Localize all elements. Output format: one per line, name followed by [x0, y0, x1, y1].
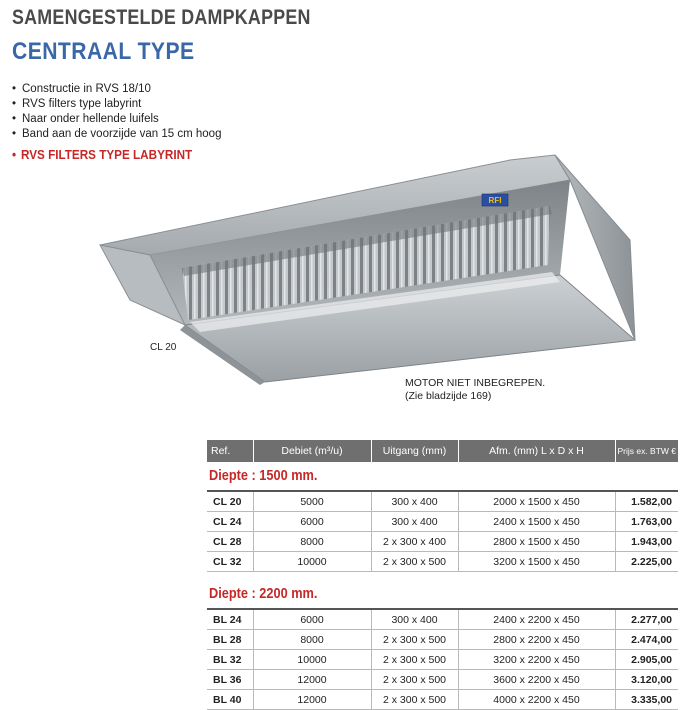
cell-ref: BL 36	[207, 670, 253, 690]
table-row	[207, 650, 678, 670]
cell-afm: 2400 x 2200 x 450	[458, 609, 615, 630]
cell-uitgang: 300 x 400	[371, 609, 458, 630]
cell-afm: 2800 x 1500 x 450	[458, 532, 615, 552]
cell-uitgang: 2 x 300 x 500	[371, 690, 458, 710]
cell-ref: CL 28	[207, 532, 253, 552]
motor-note	[405, 377, 545, 403]
header-prijs: Prijs ex. BTW €	[615, 440, 678, 462]
section-title: Diepte : 1500 mm.	[209, 466, 318, 484]
brand-plate-text: RFI	[488, 196, 502, 205]
cell-uitgang: 2 x 300 x 500	[371, 630, 458, 650]
section-heading	[207, 580, 678, 606]
cell-afm: 4000 x 2200 x 450	[458, 690, 615, 710]
cell-uitgang: 300 x 400	[371, 491, 458, 512]
cell-debiet: 10000	[253, 650, 371, 670]
cell-debiet: 5000	[253, 491, 371, 512]
table-row	[207, 552, 678, 572]
cell-prijs: 2.905,00	[615, 650, 678, 670]
cell-prijs: 3.335,00	[615, 690, 678, 710]
cell-afm: 3200 x 2200 x 450	[458, 650, 615, 670]
header-ref: Ref.	[207, 440, 253, 462]
cell-uitgang: 2 x 300 x 400	[371, 532, 458, 552]
cell-afm: 3200 x 1500 x 450	[458, 552, 615, 572]
cell-afm: 2400 x 1500 x 450	[458, 512, 615, 532]
cell-ref: BL 32	[207, 650, 253, 670]
cell-prijs: 2.225,00	[615, 552, 678, 572]
table-row	[207, 512, 678, 532]
cell-afm: 2000 x 1500 x 450	[458, 491, 615, 512]
feature-item: • RVS filters type labyrint	[12, 97, 221, 112]
cell-uitgang: 2 x 300 x 500	[371, 650, 458, 670]
section-heading	[207, 462, 678, 488]
cell-prijs: 1.763,00	[615, 512, 678, 532]
cell-ref: BL 40	[207, 690, 253, 710]
feature-list	[12, 82, 221, 142]
cell-ref: BL 28	[207, 630, 253, 650]
price-table	[207, 440, 678, 710]
cell-prijs: 3.120,00	[615, 670, 678, 690]
page-subtitle: CENTRAAL TYPE	[12, 38, 195, 65]
motor-note-line: (Zie bladzijde 169)	[405, 390, 492, 402]
cell-debiet: 8000	[253, 532, 371, 552]
cell-afm: 2800 x 2200 x 450	[458, 630, 615, 650]
cell-prijs: 2.277,00	[615, 609, 678, 630]
feature-item: • Constructie in RVS 18/10	[12, 82, 221, 97]
feature-item: • Band aan de voorzijde van 15 cm hoog	[12, 127, 221, 142]
cell-prijs: 1.943,00	[615, 532, 678, 552]
cell-ref: CL 20	[207, 491, 253, 512]
cell-debiet: 12000	[253, 690, 371, 710]
cell-prijs: 2.474,00	[615, 630, 678, 650]
cell-ref: CL 24	[207, 512, 253, 532]
cell-debiet: 8000	[253, 630, 371, 650]
table-row	[207, 609, 678, 630]
image-caption: CL 20	[150, 342, 177, 353]
cell-debiet: 10000	[253, 552, 371, 572]
section-title: Diepte : 2200 mm.	[209, 584, 318, 602]
header-afmetingen: Afm. (mm) L x D x H	[458, 440, 615, 462]
cell-afm: 3600 x 2200 x 450	[458, 670, 615, 690]
table-row	[207, 491, 678, 512]
table-row	[207, 532, 678, 552]
page-title: SAMENGESTELDE DAMPKAPPEN	[12, 6, 311, 29]
table-row	[207, 670, 678, 690]
cell-prijs: 1.582,00	[615, 491, 678, 512]
table-header-row	[207, 440, 678, 462]
header-uitgang: Uitgang (mm)	[371, 440, 458, 462]
cell-ref: BL 24	[207, 609, 253, 630]
cell-debiet: 6000	[253, 512, 371, 532]
cell-uitgang: 300 x 400	[371, 512, 458, 532]
motor-note-line: MOTOR NIET INBEGREPEN.	[405, 377, 546, 389]
highlight-feature: • RVS FILTERS TYPE LABYRINT	[12, 147, 192, 162]
cell-uitgang: 2 x 300 x 500	[371, 670, 458, 690]
table-row	[207, 630, 678, 650]
cell-ref: CL 32	[207, 552, 253, 572]
cell-debiet: 12000	[253, 670, 371, 690]
header-debiet: Debiet (m³/u)	[253, 440, 371, 462]
cell-uitgang: 2 x 300 x 500	[371, 552, 458, 572]
cell-debiet: 6000	[253, 609, 371, 630]
feature-item: • Naar onder hellende luifels	[12, 112, 221, 127]
